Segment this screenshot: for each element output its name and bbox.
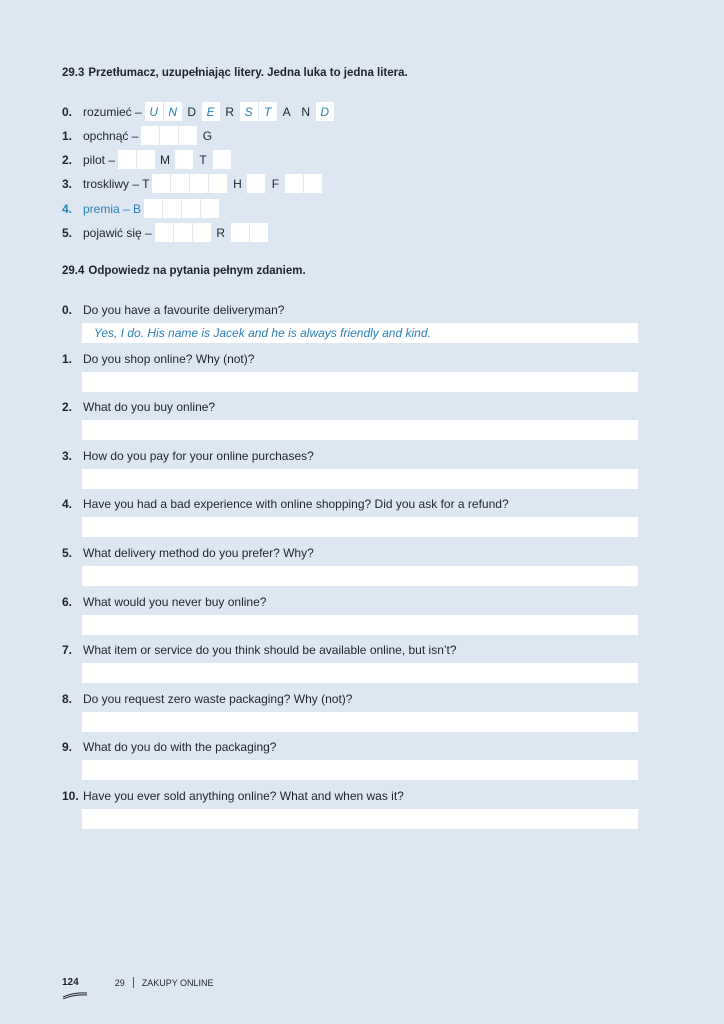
answer-field[interactable] — [82, 517, 638, 537]
letter-box[interactable] — [193, 223, 211, 242]
exercise-29-3-heading — [62, 67, 408, 79]
exercise-number: 29.3 — [62, 67, 85, 79]
word-row — [62, 174, 322, 193]
word-row — [62, 102, 334, 121]
letter-box[interactable] — [175, 150, 193, 169]
question-number: 4. — [62, 497, 73, 512]
given-letter: R — [216, 225, 226, 240]
question-text: What do you do with the packaging? — [83, 740, 277, 755]
letter-box[interactable] — [137, 150, 155, 169]
polish-word: rozumieć – — [83, 104, 142, 119]
letter-cells — [152, 174, 322, 193]
letter-box[interactable] — [247, 174, 265, 193]
letter-box[interactable] — [160, 126, 178, 145]
chapter-title: ZAKUPY ONLINE — [141, 977, 214, 988]
item-number: 5. — [62, 225, 73, 240]
answer-field[interactable] — [82, 469, 638, 489]
letter-cells — [144, 199, 219, 218]
letter-box[interactable] — [141, 126, 159, 145]
letter-box[interactable] — [209, 174, 227, 193]
polish-word: premia – B — [83, 201, 142, 216]
letter-box[interactable] — [201, 199, 219, 218]
answer-field[interactable] — [82, 323, 638, 343]
letter-box[interactable]: S — [240, 102, 258, 121]
letter-box[interactable]: T — [259, 102, 277, 121]
letter-box[interactable]: N — [164, 102, 182, 121]
question-row — [62, 692, 352, 706]
answer-field[interactable] — [82, 372, 638, 392]
letter-box[interactable] — [171, 174, 189, 193]
chapter-number: 29 — [114, 977, 125, 988]
answer-field[interactable] — [82, 663, 638, 683]
word-row — [62, 199, 219, 218]
question-row — [62, 400, 215, 414]
page-footer — [62, 977, 214, 988]
letter-cells — [141, 126, 216, 145]
question-number: 8. — [62, 691, 73, 706]
letter-box[interactable] — [152, 174, 170, 193]
exercise-29-4-heading — [62, 265, 306, 277]
question-number: 10. — [62, 789, 79, 803]
given-letter: T — [199, 152, 207, 167]
letter-box[interactable] — [118, 150, 136, 169]
letter-box[interactable] — [304, 174, 322, 193]
letter-box[interactable] — [182, 199, 200, 218]
question-row — [62, 595, 266, 609]
question-number: 7. — [62, 643, 73, 658]
polish-word: pilot – — [83, 152, 116, 167]
question-text: Have you had a bad experience with online shopping? Did you ask for a refund? — [83, 497, 509, 512]
question-row — [62, 449, 314, 463]
exercise-instruction: Odpowiedz na pytania pełnym zdaniem. — [88, 265, 306, 277]
answer-field[interactable] — [82, 712, 638, 732]
item-number: 4. — [62, 201, 73, 216]
given-letter: M — [160, 152, 171, 167]
letter-box[interactable] — [155, 223, 173, 242]
letter-box[interactable]: U — [145, 102, 163, 121]
item-number: 3. — [62, 176, 73, 191]
word-row — [62, 126, 216, 145]
question-number: 2. — [62, 400, 73, 415]
given-letter: A — [282, 104, 291, 119]
word-row — [62, 223, 268, 242]
question-text: Have you ever sold anything online? What and when was it? — [83, 789, 404, 803]
letter-box[interactable]: E — [202, 102, 220, 121]
given-letter: G — [202, 128, 213, 143]
letter-box[interactable] — [179, 126, 197, 145]
letter-box[interactable] — [163, 199, 181, 218]
letter-box[interactable] — [285, 174, 303, 193]
answer-text: Yes, I do. His name is Jacek and he is always friendly and kind. — [94, 326, 431, 340]
decorative-swoosh-icon — [62, 991, 88, 999]
question-text: How do you pay for your online purchases? — [83, 448, 314, 463]
question-number: 6. — [62, 594, 73, 609]
answer-field[interactable] — [82, 566, 638, 586]
letter-cells — [118, 150, 231, 169]
question-text: Do you request zero waste packaging? Why (not)? — [83, 691, 353, 706]
letter-cells — [145, 102, 334, 121]
letter-box[interactable] — [213, 150, 231, 169]
answer-field[interactable] — [82, 760, 638, 780]
letter-cells — [155, 223, 268, 242]
letter-box[interactable] — [250, 223, 268, 242]
exercise-number: 29.4 — [62, 265, 85, 277]
question-row — [62, 643, 457, 657]
question-number: 9. — [62, 740, 73, 755]
item-number: 1. — [62, 128, 73, 143]
question-row — [62, 352, 254, 366]
item-number: 0. — [62, 104, 73, 119]
polish-word: opchnąć – — [83, 128, 139, 143]
letter-box[interactable] — [231, 223, 249, 242]
given-letter: D — [187, 104, 197, 119]
given-letter: N — [301, 104, 311, 119]
polish-word: pojawić się – — [83, 225, 152, 240]
exercise-instruction: Przetłumacz, uzupełniając litery. Jedna luka to jedna litera. — [88, 67, 408, 79]
letter-box[interactable] — [190, 174, 208, 193]
question-text: What delivery method do you prefer? Why? — [83, 546, 314, 560]
question-row — [62, 546, 314, 560]
answer-field[interactable] — [82, 615, 638, 635]
given-letter: R — [225, 104, 235, 119]
letter-box[interactable] — [174, 223, 192, 242]
footer-divider — [133, 977, 134, 988]
given-letter: H — [233, 176, 242, 191]
letter-box[interactable]: D — [316, 102, 334, 121]
question-number: 1. — [62, 351, 73, 366]
question-number: 3. — [62, 448, 73, 463]
question-number: 0. — [62, 303, 73, 317]
question-text: What would you never buy online? — [83, 594, 267, 609]
question-text: What item or service do you think should be available online, but isn’t? — [83, 643, 457, 658]
letter-box[interactable] — [144, 199, 162, 218]
question-row — [62, 303, 284, 317]
given-letter: F — [271, 176, 280, 191]
page-number: 124 — [62, 977, 79, 988]
polish-word: troskliwy – T — [83, 176, 150, 191]
question-row — [62, 789, 404, 803]
word-row — [62, 150, 231, 169]
question-number: 5. — [62, 546, 73, 560]
question-text: What do you buy online? — [83, 400, 216, 415]
question-row — [62, 740, 276, 754]
question-row — [62, 497, 509, 511]
question-text: Do you have a favourite deliveryman? — [83, 303, 285, 317]
item-number: 2. — [62, 152, 73, 167]
answer-field[interactable] — [82, 809, 638, 829]
answer-field[interactable] — [82, 420, 638, 440]
question-text: Do you shop online? Why (not)? — [83, 351, 255, 366]
